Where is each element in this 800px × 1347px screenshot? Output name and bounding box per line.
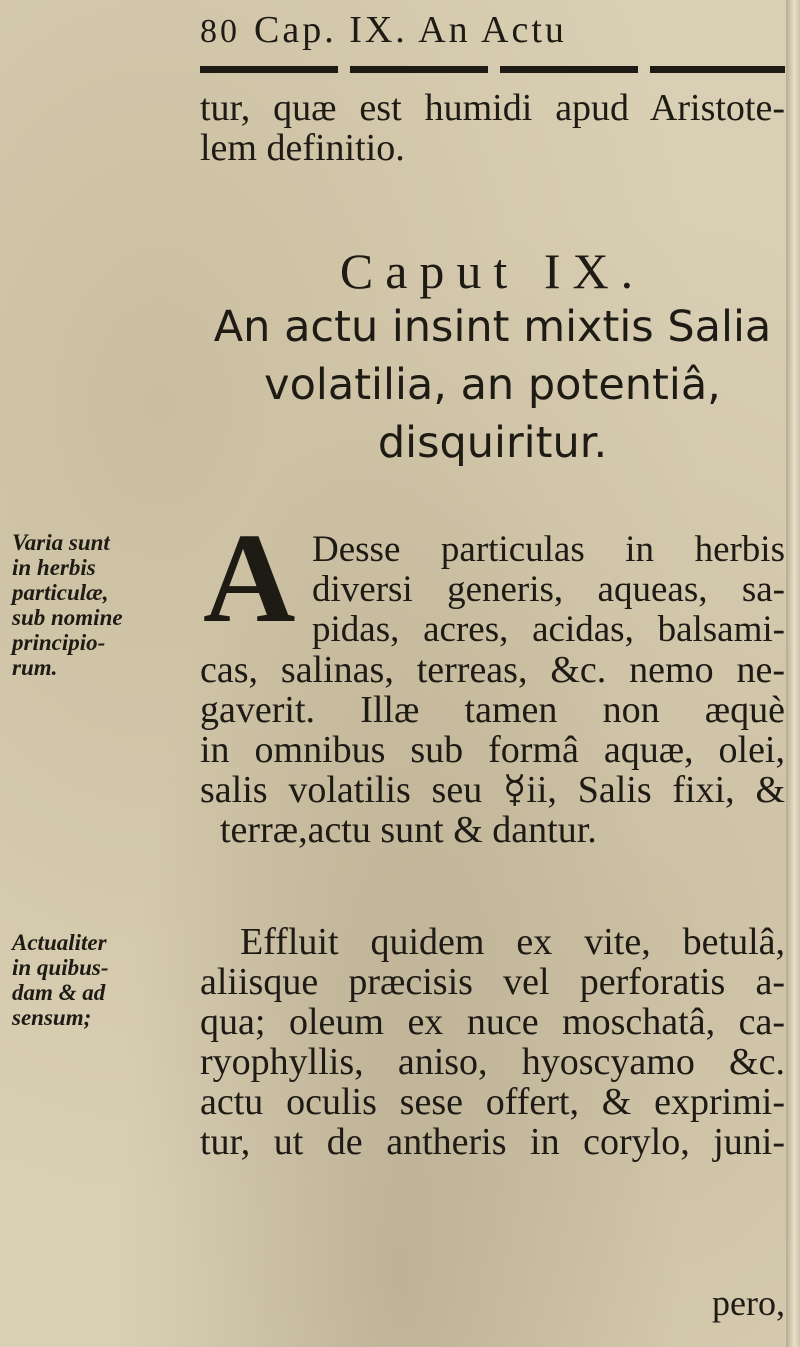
paragraph-1-indented — [312, 530, 785, 650]
marginal-note — [12, 530, 192, 680]
marginal-note-line: Actualiter — [12, 930, 107, 955]
paragraph-1 — [200, 650, 785, 850]
text-line: Effluit quidem ex vite, betulâ, — [240, 921, 785, 963]
marginal-note-line: in quibus- — [12, 955, 109, 980]
chapter-title-line: An actu insint mixtis Salia — [213, 302, 772, 352]
text-line: tur, quæ est humidi apud Aristote- — [200, 87, 785, 129]
marginal-note-line: in herbis — [12, 555, 96, 580]
chapter-label: Caput IX. — [339, 243, 646, 299]
text-line: Desse particulas in herbis — [312, 529, 785, 570]
text-line: diversi generis, aqueas, sa- — [312, 569, 785, 610]
chapter-title-line: disquiritur. — [377, 418, 608, 468]
marginal-note-line: rum. — [12, 655, 58, 680]
text-line: tur, ut de antheris in corylo, juni- — [200, 1121, 785, 1163]
text-line: actu oculis sese offert, & exprimi- — [200, 1081, 785, 1123]
text-line: gaverit. Illæ tamen non æquè — [200, 689, 785, 731]
marginal-note-line: particulæ, — [12, 580, 109, 605]
text-line: qua; oleum ex nuce moschatâ, ca- — [200, 1001, 785, 1043]
marginal-note-line: Varia sunt — [12, 530, 110, 555]
catchword: pero, — [712, 1283, 785, 1323]
header-rule — [200, 66, 785, 73]
running-header — [200, 8, 760, 52]
text-line: terræ,actu sunt & dantur. — [220, 809, 597, 851]
marginal-note-line: sensum; — [12, 1005, 92, 1030]
chapter-title-line: volatilia, an potentiâ, — [264, 360, 721, 410]
intro-text — [200, 88, 785, 168]
marginal-note — [12, 930, 192, 1030]
text-line: in omnibus sub formâ aquæ, olei, — [200, 729, 785, 771]
text-line: cas, salinas, terreas, &c. nemo ne- — [200, 649, 785, 691]
marginal-note-line: principio- — [12, 630, 106, 655]
page-edge — [786, 0, 800, 1347]
text-line: salis volatilis seu ☿ii, Salis fixi, & — [200, 769, 785, 811]
drop-cap: A — [203, 507, 296, 649]
paragraph-2 — [200, 922, 785, 1162]
marginal-note-line: dam & ad — [12, 980, 106, 1005]
text-line: lem definitio. — [200, 127, 405, 169]
text-line: aliisque præcisis vel perforatis a- — [200, 961, 785, 1003]
marginal-note-line: sub nomine — [12, 605, 123, 630]
text-line: ryophyllis, aniso, hyoscyamo &c. — [200, 1041, 785, 1083]
chapter-title — [200, 298, 785, 472]
text-line: pidas, acres, acidas, balsami- — [312, 609, 785, 650]
running-title: Cap. IX. An Actu — [254, 9, 567, 51]
page-number: 80 — [200, 13, 240, 50]
